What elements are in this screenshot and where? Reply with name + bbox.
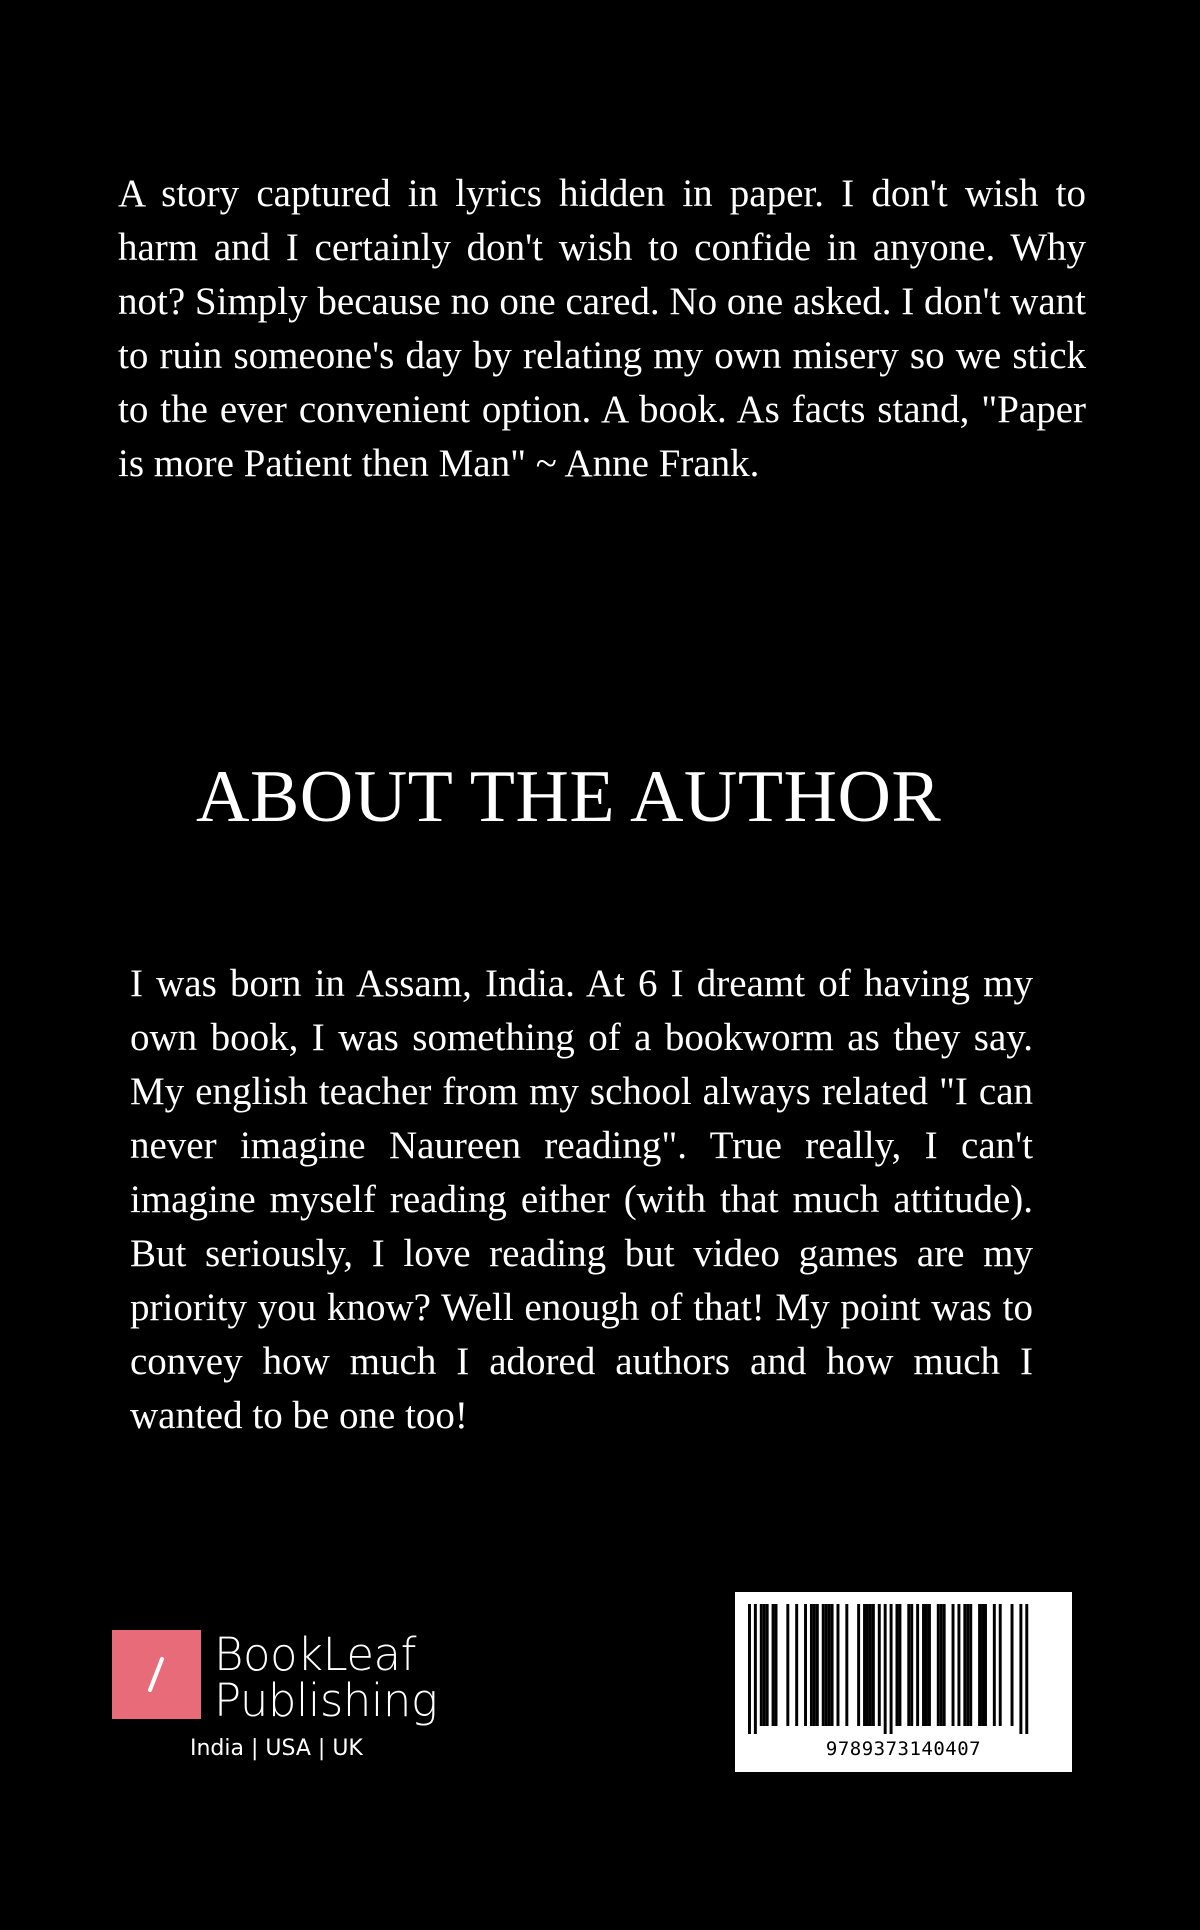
barcode-bar [1025, 1604, 1028, 1734]
about-the-author-text: I was born in Assam, India. At 6 I dreamt of having my own book, I was something of a bookworm as they say. My english teacher from my school always related "I can never imagine Naureen reading". True really, I can't imagine myself reading either (with that much attitude). But seriously, I love reading but video games are my priority you know? Well enough of that! My point was to convey how much I adored authors and how much I wanted to be one too! [130, 962, 1033, 1437]
barcode-bar [993, 1604, 996, 1726]
barcode-bar [952, 1604, 955, 1726]
barcode-bar [857, 1604, 860, 1726]
barcode-bar [1019, 1604, 1022, 1734]
barcode-bar [837, 1604, 840, 1726]
about-the-author-heading: ABOUT THE AUTHOR [196, 756, 942, 838]
publisher-name-line1: BookLeaf [214, 1628, 416, 1681]
barcode-bar [943, 1604, 946, 1726]
barcode-bar [907, 1604, 910, 1726]
barcode-bar [786, 1604, 789, 1726]
barcode-bar [866, 1604, 869, 1726]
barcode-bar [754, 1604, 757, 1734]
slash-icon [112, 1630, 201, 1719]
barcode-bar [925, 1604, 928, 1726]
barcode-bar [981, 1604, 984, 1726]
barcode-bar [984, 1604, 987, 1726]
barcode-bar [816, 1604, 819, 1726]
barcode-bar [978, 1604, 981, 1726]
barcode-bar [766, 1604, 769, 1726]
barcode-bar [760, 1604, 763, 1726]
logo-mark [112, 1630, 201, 1719]
barcode-bar [896, 1604, 899, 1726]
barcode-bar [928, 1604, 931, 1726]
barcode-bar [898, 1604, 901, 1726]
back-cover-synopsis: A story captured in lyrics hidden in paper. I don't wish to harm and I certainly don't wish to confide in anyone. Why not? Simply because no one cared. No one asked. I don't want to ruin someone's day by relating my own misery so we stick to the ever convenient option. A book. As facts stand, "Paper is more Patient then Man" ~ Anne Frank. [118, 172, 1086, 485]
barcode-bar [940, 1604, 943, 1726]
barcode-bar [772, 1604, 775, 1726]
isbn-barcode [735, 1592, 1072, 1772]
barcode-bar [916, 1604, 919, 1726]
barcode-bar [969, 1604, 972, 1726]
barcode-bar [937, 1604, 940, 1726]
barcode-bar [884, 1604, 887, 1734]
barcode-bar [869, 1604, 872, 1726]
barcode-bar [813, 1604, 816, 1726]
barcode-bar [825, 1604, 828, 1726]
isbn-number: 9789373140407 [825, 1738, 982, 1760]
barcode-bar [763, 1604, 766, 1726]
publisher-name-line2: Publishing [214, 1674, 438, 1727]
barcode-bar [890, 1604, 893, 1734]
barcode-bar [831, 1604, 834, 1726]
barcode-bar [748, 1604, 751, 1734]
barcode-bar [963, 1604, 966, 1726]
barcode-bar [795, 1604, 798, 1726]
barcode-bar [822, 1604, 825, 1726]
barcode-bar [957, 1604, 960, 1726]
barcode-bar [922, 1604, 925, 1726]
barcode-bar [910, 1604, 913, 1726]
barcode-bar [828, 1604, 831, 1726]
barcode-bar [810, 1604, 813, 1726]
barcode-bar [999, 1604, 1002, 1726]
barcode-bar [863, 1604, 866, 1726]
barcode-bar [878, 1604, 881, 1726]
barcode-bar [966, 1604, 969, 1726]
barcode-bar [1011, 1604, 1014, 1726]
publisher-regions: India | USA | UK [190, 1736, 363, 1761]
publisher-name [214, 1628, 438, 1727]
barcode-bar [872, 1604, 875, 1726]
barcode-bar [804, 1604, 807, 1726]
barcode-bar [775, 1604, 778, 1726]
barcode-bar [845, 1604, 848, 1726]
